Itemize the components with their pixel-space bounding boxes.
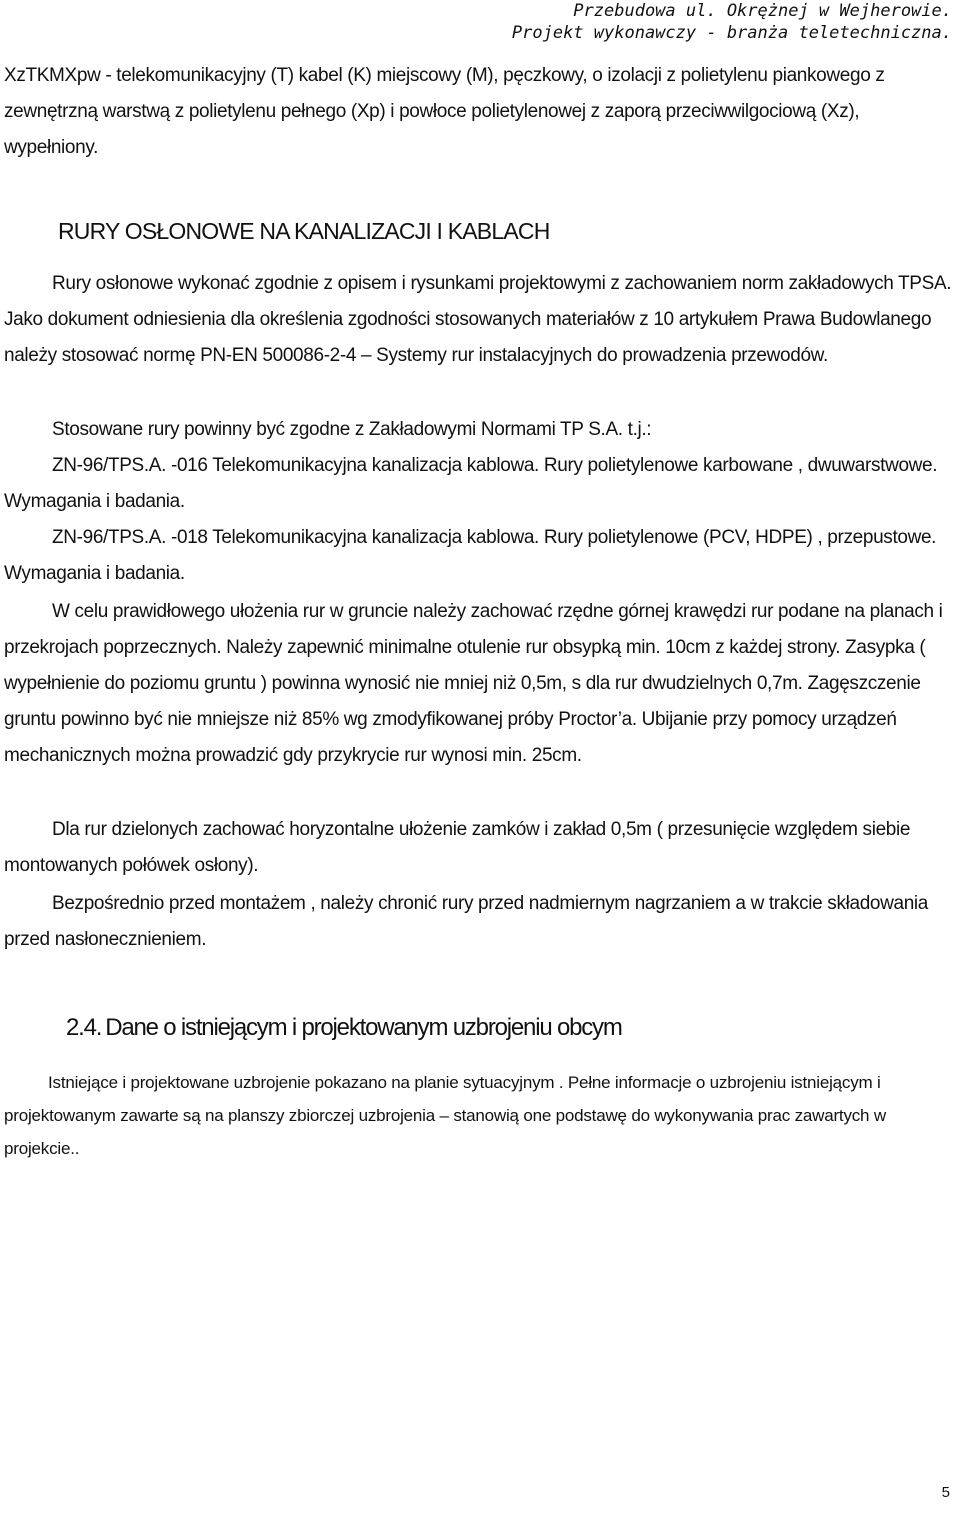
cable-type-term: XzTKMXpw bbox=[4, 65, 101, 86]
page-number: 5 bbox=[941, 1484, 950, 1501]
paragraph-split-pipes: Dla rur dzielonych zachować horyzontalne ułożenie zamków i zakład 0,5m ( przesunięcie względem siebie montowanych połówek osłony). bbox=[4, 819, 911, 876]
section-title: RURY OSŁONOWE NA KANALIZACJI I KABLACH bbox=[58, 218, 550, 244]
cable-definition-text: - telekomunikacyjny (T) kabel (K) miejscowy (M), pęczkowy, o izolacji z polietylenu piankowego z zewnętrzną warstwą z polietylenu pełnego (Xp) i powłoce polietylenowej z zaporą przeciwwilgociową (Xz), wypełniony. bbox=[4, 65, 885, 158]
subsection-title: Dane o istniejącym i projektowanym uzbrojeniu obcym bbox=[105, 1014, 622, 1041]
subsection-number: 2.4. bbox=[66, 1014, 102, 1041]
paragraph-standards-intro: Stosowane rury powinny być zgodne z Zakładowymi Normami TP S.A. t.j.: bbox=[52, 419, 652, 440]
subsection-heading bbox=[66, 1014, 622, 1042]
paragraph-standard-018: ZN-96/TPS.A. -018 Telekomunikacyjna kanalizacja kablowa. Rury polietylenowe (PCV, HDPE) , przepustowe. Wymagania i badania. bbox=[4, 527, 937, 584]
paragraph-utilities: Istniejące i projektowane uzbrojenie pokazano na planie sytuacyjnym . Pełne informacje o uzbrojeniu istniejącym i projektowanym zawarte są na planszy zbiorczej uzbrojenia – stanowią one podstawę do wykonywania prac zawartych w projekcie.. bbox=[4, 1073, 886, 1158]
paragraph-laying-requirements: W celu prawidłowego ułożenia rur w gruncie należy zachować rzędne górnej krawędzi rur podane na planach i przekrojach poprzecznych. Należy zapewnić minimalne otulenie rur obsypką min. 10cm z każdej strony. Zasypka ( wypełnienie do poziomu gruntu ) powinna wynosić nie mniej niż 0,5m, s dla rur dwudzielnych 0,7m. Zagęszczenie gruntu powinno być nie mniejsze niż 85% wg zmodyfikowanej próby Proctor’a. Ubijanie przy pomocy urządzeń mechanicznych można prowadzić gdy przykrycie rur wynosi min. 25cm. bbox=[4, 601, 943, 766]
cable-definition bbox=[4, 58, 956, 166]
paragraph-standard-016: ZN-96/TPS.A. -016 Telekomunikacyjna kanalizacja kablowa. Rury polietylenowe karbowane , dwuwarstwowe. Wymagania i badania. bbox=[4, 455, 938, 512]
page-header bbox=[512, 0, 952, 44]
header-title: Przebudowa ul. Okrężnej w Wejherowie. bbox=[573, 1, 952, 21]
header-subtitle: Projekt wykonawczy - branża teletechniczna. bbox=[511, 23, 952, 43]
paragraph-pipes-intro: Rury osłonowe wykonać zgodnie z opisem i rysunkami projektowymi z zachowaniem norm zakładowych TPSA. Jako dokument odniesienia dla określenia zgodności stosowanych materiałów z 10 artykułem Prawa Budowlanego należy stosować normę PN-EN 500086-2-4 – Systemy rur instalacyjnych do prowadzenia przewodów. bbox=[4, 273, 952, 366]
paragraph-storage: Bezpośrednio przed montażem , należy chronić rury przed nadmiernym nagrzaniem a w trakcie składowania przed nasłonecznieniem. bbox=[4, 893, 929, 950]
